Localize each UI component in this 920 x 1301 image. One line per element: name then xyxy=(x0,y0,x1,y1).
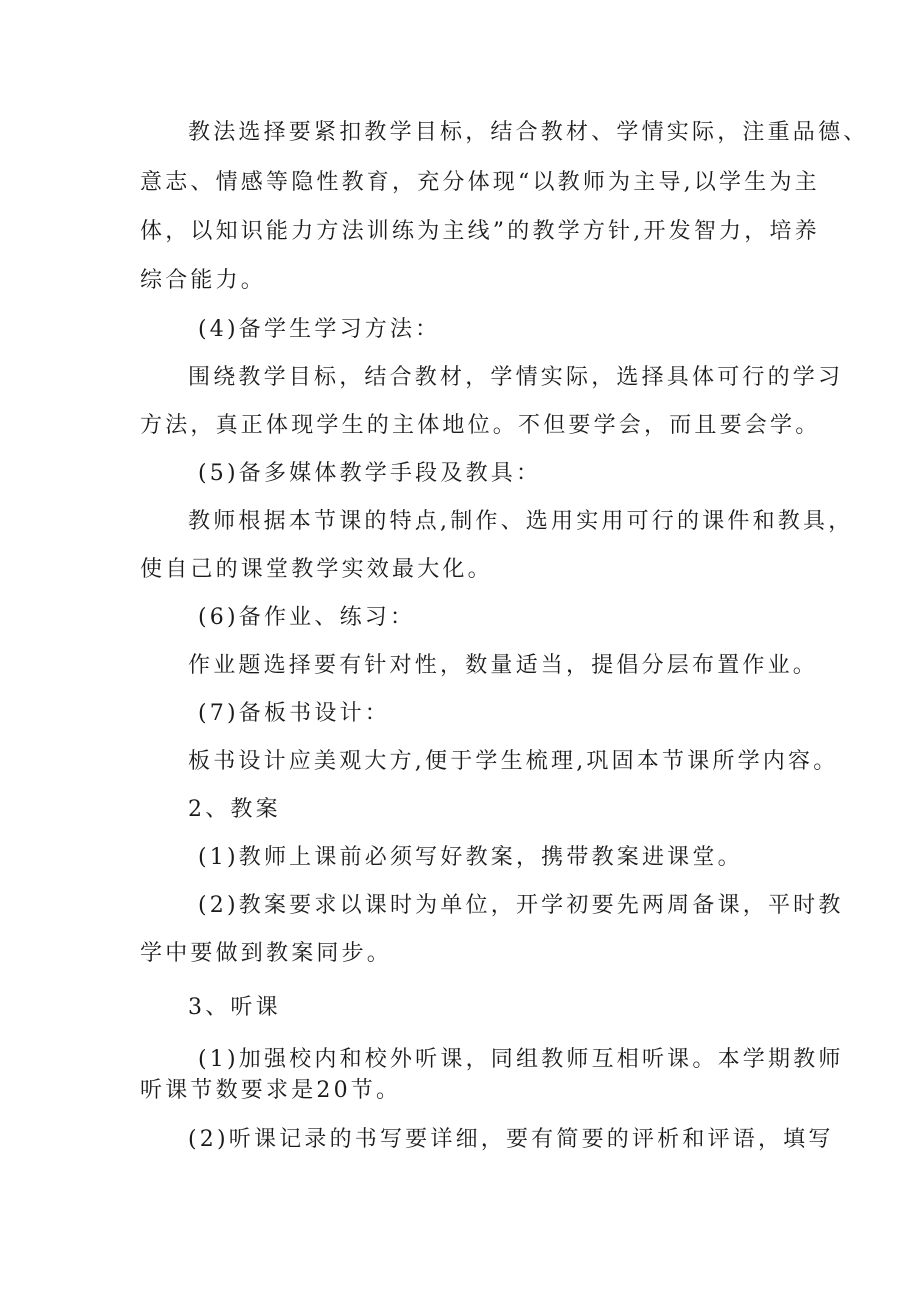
paragraph-line: 教师根据本节课的特点,制作、选用实用可行的课件和教具， xyxy=(188,509,854,534)
paragraph-line: 围绕教学目标，结合教材，学情实际，选择具体可行的学习 xyxy=(188,365,844,390)
section-heading: (5)备多媒体教学手段及教具： xyxy=(198,461,542,486)
paragraph-line: 学中要做到教案同步。 xyxy=(140,941,393,966)
paragraph-line: 使自己的课堂教学实效最大化。 xyxy=(140,557,493,582)
section-heading: (4)备学生学习方法： xyxy=(198,317,441,342)
paragraph-line: 综合能力。 xyxy=(140,268,267,293)
paragraph-line: (2)教案要求以课时为单位，开学初要先两周备课，平时教 xyxy=(198,893,844,918)
paragraph-line: (1)加强校内和校外听课，同组教师互相听课。本学期教师 xyxy=(198,1047,844,1072)
paragraph-line: 教法选择要紧扣教学目标，结合教材、学情实际，注重品德、 xyxy=(188,120,869,145)
paragraph-line: (2)听课记录的书写要详细，要有简要的评析和评语，填写 xyxy=(188,1127,834,1152)
section-heading: (6)备作业、练习： xyxy=(198,605,416,630)
section-heading: 3、听课 xyxy=(188,995,281,1020)
paragraph-line: 意志、情感等隐性教育，充分体现“以教师为主导,以学生为主 xyxy=(140,170,820,195)
paragraph-line: 作业题选择要有针对性，数量适当，提倡分层布置作业。 xyxy=(188,653,819,678)
paragraph-line: 方法，真正体现学生的主体地位。不但要学会，而且要会学。 xyxy=(140,413,821,438)
paragraph-line: 听课节数要求是20节。 xyxy=(140,1078,402,1103)
paragraph-line: 板书设计应美观大方,便于学生梳理,巩固本节课所学内容。 xyxy=(188,749,839,774)
paragraph-line: 体，以知识能力方法训练为主线”的教学方针,开发智力，培养 xyxy=(140,219,820,244)
section-heading: (7)备板书设计： xyxy=(198,701,390,726)
paragraph-line: (1)教师上课前必须写好教案，携带教案进课堂。 xyxy=(198,845,743,870)
section-heading: 2、教案 xyxy=(188,797,281,822)
